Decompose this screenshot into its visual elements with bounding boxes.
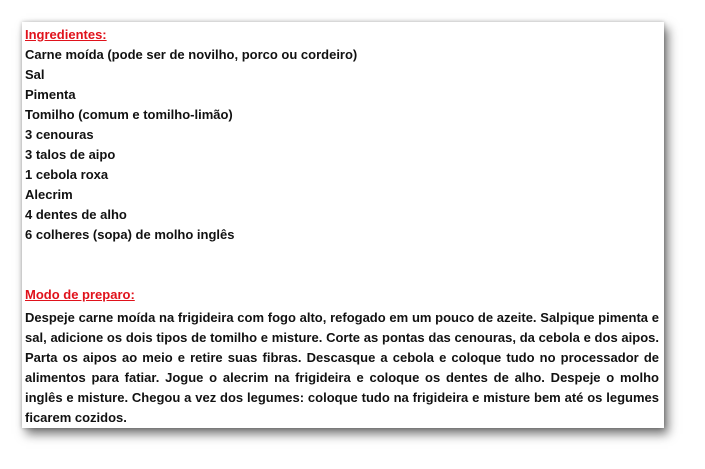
ingredients-list: [25, 45, 660, 245]
ingredient-item: 3 talos de aipo: [25, 147, 116, 162]
ingredient-item: Pimenta: [25, 87, 76, 102]
ingredient-item: Alecrim: [25, 187, 73, 202]
section-spacer: [25, 245, 660, 285]
recipe-card: [22, 22, 664, 428]
ingredient-item: Carne moída (pode ser de novilho, porco ou cordeiro): [25, 47, 358, 62]
ingredients-heading: Ingredientes:: [25, 27, 107, 42]
ingredient-item: 4 dentes de alho: [25, 207, 127, 222]
ingredient-item: 1 cebola roxa: [25, 167, 109, 182]
ingredient-item: Tomilho (comum e tomilho-limão): [25, 107, 233, 122]
ingredient-item: 6 colheres (sopa) de molho inglês: [25, 227, 235, 242]
preparation-text: Despeje carne moída na frigideira com fogo alto, refogado em um pouco de azeite. Salpique pimenta e sal, adicione os dois tipos de tomilho e misture. Corte as pontas das cenouras, da cebola e dos aipos. Parta os aipos ao meio e retire suas fibras. Descasque a cebola e coloque tudo no processador de alimentos para fatiar. Jogue o alecrim na frigideira e coloque os dentes de alho. Despeje o molho inglês e misture. Chegou a vez dos legumes: coloque tudo na frigideira e misture bem até os legumes ficarem cozidos.: [25, 310, 659, 425]
ingredient-item: Sal: [25, 67, 45, 82]
ingredient-item: 3 cenouras: [25, 127, 94, 142]
preparation-heading: Modo de preparo:: [25, 287, 135, 302]
